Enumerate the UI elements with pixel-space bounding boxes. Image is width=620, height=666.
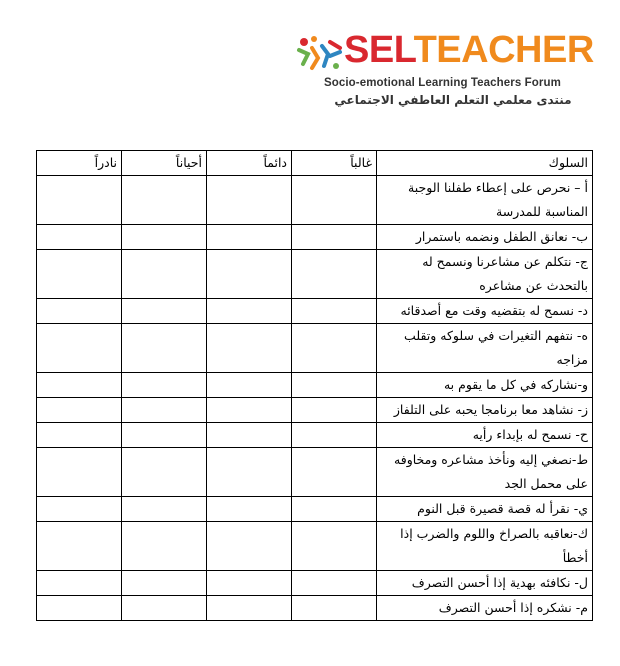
often-cell[interactable] (292, 423, 377, 448)
behavior-cell: ب- نعانق الطفل ونضمه باستمرار (377, 225, 593, 250)
logo-wordmark (344, 28, 594, 72)
sometimes-cell[interactable] (122, 596, 207, 621)
rarely-cell[interactable] (37, 596, 122, 621)
rarely-cell[interactable] (37, 250, 122, 299)
selteacher-logo (296, 26, 594, 116)
always-cell[interactable] (207, 448, 292, 497)
sometimes-cell[interactable] (122, 176, 207, 225)
always-cell[interactable] (207, 398, 292, 423)
rarely-cell[interactable] (37, 299, 122, 324)
sometimes-cell[interactable] (122, 398, 207, 423)
table-row (37, 497, 593, 522)
sometimes-cell[interactable] (122, 423, 207, 448)
sometimes-cell[interactable] (122, 250, 207, 299)
table-row (37, 250, 593, 299)
sometimes-cell[interactable] (122, 324, 207, 373)
always-cell[interactable] (207, 324, 292, 373)
behavior-cell: ج- نتكلم عن مشاعرنا ونسمح له بالتحدث عن مشاعره (377, 250, 593, 299)
rarely-cell[interactable] (37, 373, 122, 398)
table-row (37, 324, 593, 373)
table-row (37, 398, 593, 423)
behavior-cell: ز- نشاهد معا برنامجا يحبه على التلفاز (377, 398, 593, 423)
table-row (37, 596, 593, 621)
table-row (37, 448, 593, 497)
behavior-cell: أ – نحرص على إعطاء طفلنا الوجبة المناسبة للمدرسة (377, 176, 593, 225)
header-often: غالباً (292, 151, 377, 176)
behavior-cell: ط-نصغي إليه ونأخذ مشاعره ومخاوفه على محمل الجد (377, 448, 593, 497)
sometimes-cell[interactable] (122, 571, 207, 596)
behavior-cell: ك-نعاقبه بالصراخ واللوم والضرب إذا أخطأ (377, 522, 593, 571)
table-row (37, 299, 593, 324)
sometimes-cell[interactable] (122, 448, 207, 497)
rarely-cell[interactable] (37, 448, 122, 497)
often-cell[interactable] (292, 299, 377, 324)
behavior-cell: د- نسمح له بتقضيه وقت مع أصدقائه (377, 299, 593, 324)
rarely-cell[interactable] (37, 225, 122, 250)
logo-teacher: TEACHER (413, 29, 594, 71)
header-always: دائماً (207, 151, 292, 176)
logo-mark-icon (296, 34, 344, 74)
often-cell[interactable] (292, 225, 377, 250)
always-cell[interactable] (207, 373, 292, 398)
table-row (37, 571, 593, 596)
table-row (37, 423, 593, 448)
always-cell[interactable] (207, 250, 292, 299)
always-cell[interactable] (207, 522, 292, 571)
sometimes-cell[interactable] (122, 522, 207, 571)
header-behavior: السلوك (377, 151, 593, 176)
rarely-cell[interactable] (37, 423, 122, 448)
often-cell[interactable] (292, 373, 377, 398)
rarely-cell[interactable] (37, 324, 122, 373)
logo-subtitle-en: Socio-emotional Learning Teachers Forum (324, 77, 561, 89)
table-row (37, 522, 593, 571)
often-cell[interactable] (292, 448, 377, 497)
always-cell[interactable] (207, 299, 292, 324)
often-cell[interactable] (292, 522, 377, 571)
sometimes-cell[interactable] (122, 373, 207, 398)
always-cell[interactable] (207, 571, 292, 596)
behavior-cell: ه- نتفهم التغيرات في سلوكه وتقلب مزاجه (377, 324, 593, 373)
rarely-cell[interactable] (37, 398, 122, 423)
behavior-cell: و-نشاركه في كل ما يقوم به (377, 373, 593, 398)
behavior-cell: م- نشكره إذا أحسن التصرف (377, 596, 593, 621)
always-cell[interactable] (207, 176, 292, 225)
often-cell[interactable] (292, 497, 377, 522)
often-cell[interactable] (292, 176, 377, 225)
sometimes-cell[interactable] (122, 299, 207, 324)
header-rarely: نادراً (37, 151, 122, 176)
behavior-cell: ي- نقرأ له قصة قصيرة قبل النوم (377, 497, 593, 522)
logo-sel: SEL (344, 29, 414, 71)
sometimes-cell[interactable] (122, 225, 207, 250)
often-cell[interactable] (292, 324, 377, 373)
often-cell[interactable] (292, 571, 377, 596)
table-row (37, 176, 593, 225)
rarely-cell[interactable] (37, 571, 122, 596)
logo-subtitle-ar: منتدى معلمي التعلم العاطفي الاجتماعي (334, 93, 572, 107)
always-cell[interactable] (207, 423, 292, 448)
sometimes-cell[interactable] (122, 497, 207, 522)
table-row (37, 373, 593, 398)
table-row (37, 225, 593, 250)
behavior-survey-table (36, 150, 593, 621)
rarely-cell[interactable] (37, 497, 122, 522)
always-cell[interactable] (207, 497, 292, 522)
behavior-cell: ح- نسمح له بإبداء رأيه (377, 423, 593, 448)
rarely-cell[interactable] (37, 522, 122, 571)
behavior-cell: ل- نكافئه بهدية إذا أحسن التصرف (377, 571, 593, 596)
often-cell[interactable] (292, 398, 377, 423)
often-cell[interactable] (292, 250, 377, 299)
header-sometimes: أحياناً (122, 151, 207, 176)
often-cell[interactable] (292, 596, 377, 621)
always-cell[interactable] (207, 596, 292, 621)
always-cell[interactable] (207, 225, 292, 250)
rarely-cell[interactable] (37, 176, 122, 225)
table-header-row (37, 151, 593, 176)
